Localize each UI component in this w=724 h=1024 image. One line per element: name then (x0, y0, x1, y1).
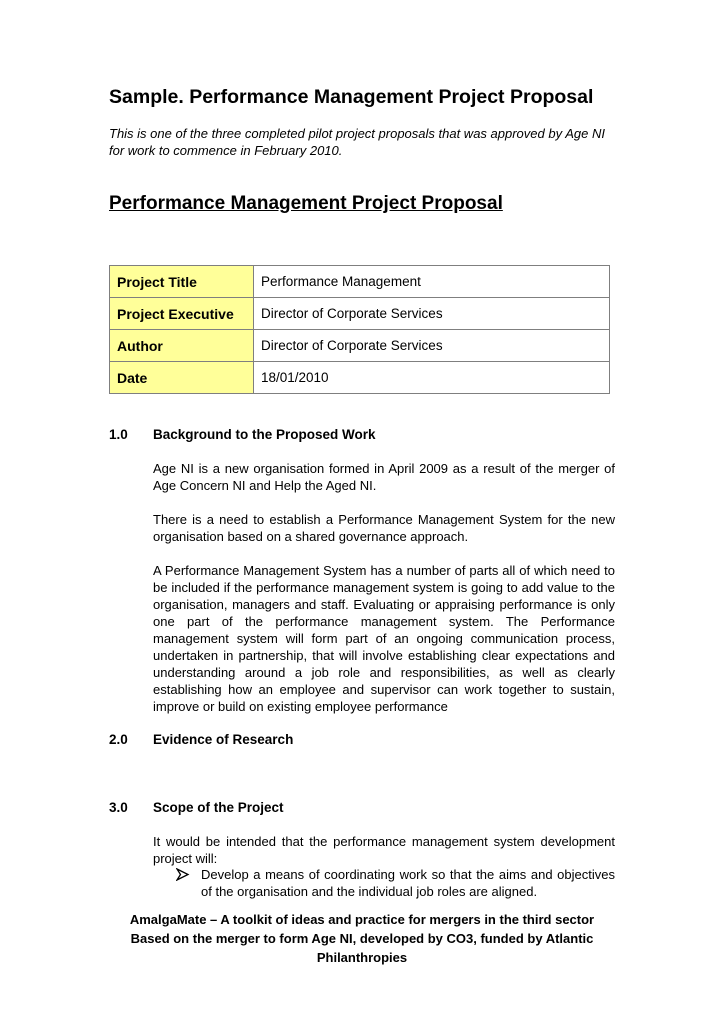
section-title: Scope of the Project (153, 800, 284, 815)
table-row (110, 362, 610, 394)
project-title-value: Performance Management (254, 266, 610, 298)
bullet-text: Develop a means of coordinating work so that the aims and objectives of the organisation and the individual job roles are aligned. (201, 867, 615, 899)
project-executive-label: Project Executive (110, 298, 254, 330)
table-row (110, 298, 610, 330)
proposal-heading: Performance Management Project Proposal (109, 193, 503, 214)
date-label: Date (110, 362, 254, 394)
paragraph: There is a need to establish a Performance Management System for the new organisation based on a shared governance approach. (153, 512, 615, 544)
table-row (110, 330, 610, 362)
paragraph: It would be intended that the performance management system development project will: (153, 834, 615, 866)
footer-line: Based on the merger to form Age NI, developed by CO3, funded by Atlantic Philanthropies (130, 931, 594, 965)
author-label: Author (110, 330, 254, 362)
project-title-label: Project Title (110, 266, 254, 298)
document-title: Sample. Performance Management Project Proposal (109, 86, 594, 108)
date-value: 18/01/2010 (254, 362, 610, 394)
page-footer (110, 910, 614, 967)
author-value: Director of Corporate Services (254, 330, 610, 362)
arrowhead-bullet-icon (176, 866, 196, 881)
section-title: Background to the Proposed Work (153, 427, 376, 442)
project-executive-value: Director of Corporate Services (254, 298, 610, 330)
paragraph: A Performance Management System has a number of parts all of which need to be included if the performance management system is going to add value to the organisation, managers and staff. Evaluating or appraising performance is only one part of the performance management system. The Performance management system will form part of an ongoing communication process, undertaken in partnership, that will involve establishing clear expectations and understanding around a job role and responsibilities, as well as clearly establishing how an employee and supervisor can work together to sustain, improve or build on existing employee performance (153, 563, 615, 714)
section-number: 2.0 (109, 732, 128, 747)
intro-note: This is one of the three completed pilot project proposals that was approved by Age NI for work to commence in February 2010. (109, 126, 605, 158)
table-row (110, 266, 610, 298)
project-info-table (109, 265, 610, 394)
paragraph: Age NI is a new organisation formed in April 2009 as a result of the merger of Age Concern NI and Help the Aged NI. (153, 461, 615, 493)
section-number: 1.0 (109, 427, 128, 442)
list-item (176, 866, 615, 900)
footer-line: AmalgaMate – A toolkit of ideas and practice for mergers in the third sector (129, 912, 595, 927)
section-number: 3.0 (109, 800, 128, 815)
section-title: Evidence of Research (153, 732, 294, 747)
